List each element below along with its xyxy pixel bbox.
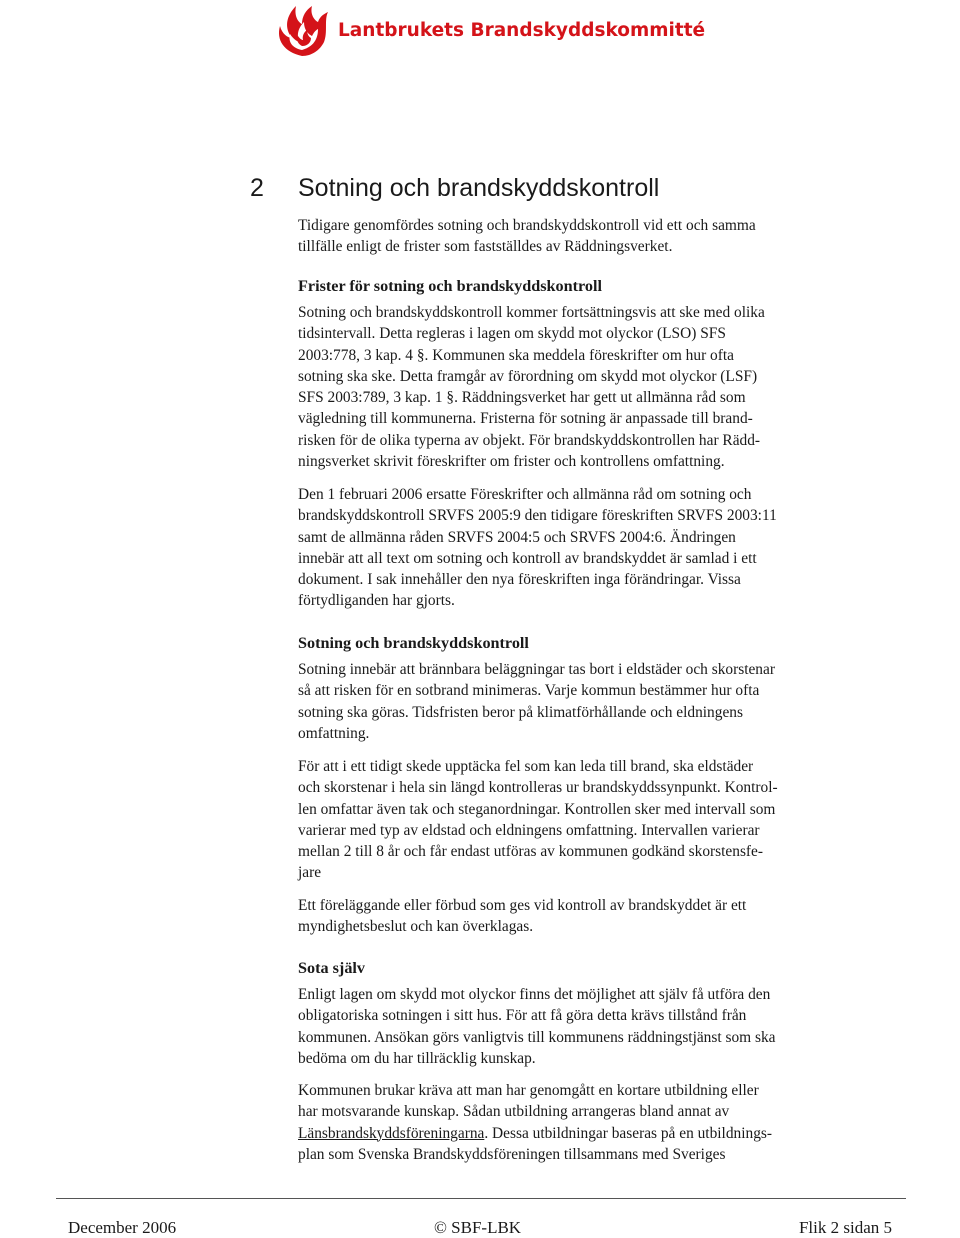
text-line: och skorstenar i hela sin längd kontrolleras ur brandskyddssynpunkt. Kontrol- bbox=[298, 779, 778, 797]
section-frister-paragraph-1 bbox=[298, 302, 858, 472]
flame-logo-icon bbox=[272, 2, 332, 58]
text-line: tillfälle enligt de frister som fastställdes av Räddningsverket. bbox=[298, 238, 673, 256]
section-heading-frister: Frister för sotning och brandskyddskontroll bbox=[298, 277, 603, 295]
text-line: myndighetsbeslut och kan överklagas. bbox=[298, 918, 534, 936]
chapter-heading bbox=[250, 174, 659, 203]
text-line: tidsintervall. Detta regleras i lagen om skydd mot olyckor (LSO) SFS bbox=[298, 325, 726, 343]
text-line: Kommunen brukar kräva att man har genomgått en kortare utbildning eller bbox=[298, 1082, 759, 1099]
text-line: jare bbox=[298, 864, 322, 882]
section-sota-sjalv-paragraph-2 bbox=[298, 1080, 858, 1165]
footer-copyright: © SBF-LBK bbox=[434, 1218, 522, 1237]
text-line: omfattning. bbox=[298, 724, 370, 742]
text-line: obligatoriska sotningen i sitt hus. För att få göra detta krävs tillstånd från bbox=[298, 1007, 747, 1025]
section-sotning-paragraph-3 bbox=[298, 895, 858, 938]
text-line: Tidigare genomfördes sotning och brandskyddskontroll vid ett och samma bbox=[298, 217, 756, 234]
text-line: mellan 2 till 8 år och får endast utföras av kommunen godkänd skorstensfe- bbox=[298, 843, 764, 861]
text-line: För att i ett tidigt skede upptäcka fel som kan leda till brand, ska eldstäder bbox=[298, 758, 754, 775]
chapter-number: 2 bbox=[250, 174, 264, 202]
section-heading-sotning: Sotning och brandskyddskontroll bbox=[298, 634, 529, 652]
text-line: len omfattar även tak och steganordningar. Kontrollen sker med intervall som bbox=[298, 800, 776, 818]
text-line bbox=[298, 1123, 858, 1144]
text-line: vägledning till kommunerna. Fristerna för sotning är anpassade till brand- bbox=[298, 410, 753, 428]
intro-paragraph bbox=[298, 215, 858, 258]
text-line: risken för de olika typerna av objekt. För brandskyddskontrollen har Rädd- bbox=[298, 431, 761, 449]
section-frister-paragraph-2 bbox=[298, 484, 858, 612]
text-line: brandskyddskontroll SRVFS 2005:9 den tidigare föreskriften SRVFS 2003:11 bbox=[298, 507, 777, 525]
section-heading-sota-sjalv: Sota själv bbox=[298, 959, 366, 977]
text-line: SFS 2003:789, 3 kap. 1 §. Räddningsverket har gett ut allmänna råd som bbox=[298, 389, 746, 407]
text-line: bedöma om du har tillräcklig kunskap. bbox=[298, 1049, 536, 1067]
text-line: Ett föreläggande eller förbud som ges vid kontroll av brandskyddet är ett bbox=[298, 897, 747, 914]
text-fragment: . Dessa utbildningar baseras på en utbildnings- bbox=[484, 1124, 773, 1142]
header bbox=[272, 2, 712, 60]
text-line: förtydliganden har gjorts. bbox=[298, 592, 455, 610]
section-sotning-paragraph-1 bbox=[298, 659, 858, 744]
footer-date: December 2006 bbox=[68, 1218, 177, 1237]
footer-divider bbox=[56, 1198, 906, 1199]
text-line: Enligt lagen om skydd mot olyckor finns det möjlighet att själv få utföra den bbox=[298, 986, 771, 1003]
brand-name: Lantbrukets Brandskyddskommitté bbox=[338, 20, 706, 41]
text-line: innebär att all text om sotning och kontroll av brandskyddet är samlad i ett bbox=[298, 549, 757, 567]
section-sota-sjalv-paragraph-1 bbox=[298, 984, 858, 1069]
footer-page-number: Flik 2 sidan 5 bbox=[798, 1218, 892, 1237]
text-line: Den 1 februari 2006 ersatte Föreskrifter och allmänna råd om sotning och bbox=[298, 486, 752, 503]
text-line: plan som Svenska Brandskyddsföreningen tillsammans med Sveriges bbox=[298, 1145, 726, 1163]
text-line: Sotning och brandskyddskontroll kommer fortsättningsvis att ske med olika bbox=[298, 304, 765, 321]
chapter-title: Sotning och brandskyddskontroll bbox=[298, 174, 660, 202]
text-line: så att risken för en sotbrand minimeras. Varje kommun bestämmer hur ofta bbox=[298, 682, 760, 700]
text-line: 2003:778, 3 kap. 4 §. Kommunen ska meddela föreskrifter om hur ofta bbox=[298, 346, 734, 364]
section-sotning-paragraph-2 bbox=[298, 756, 858, 884]
lansbrandskyddsforeningarna-link[interactable]: Länsbrandskyddsföreningarna bbox=[298, 1124, 485, 1142]
text-line: dokument. I sak innehåller den nya föreskriften inga förändringar. Vissa bbox=[298, 571, 741, 589]
text-line: sotning ska göras. Tidsfristen beror på klimatförhållande och eldningens bbox=[298, 703, 743, 721]
text-line: kommunen. Ansökan görs vanligtvis till kommunens räddningstjänst som ska bbox=[298, 1028, 776, 1046]
text-line: samt de allmänna råden SRVFS 2004:5 och SRVFS 2004:6. Ändringen bbox=[298, 528, 736, 546]
text-line: varierar med typ av eldstad och eldningens omfattning. Intervallen varierar bbox=[298, 821, 760, 839]
text-line: sotning ska ske. Detta framgår av förordning om skydd mot olyckor (LSF) bbox=[298, 367, 758, 385]
text-line: ningsverket skrivit föreskrifter om frister och kontrollens omfattning. bbox=[298, 453, 725, 471]
text-line: Sotning innebär att brännbara beläggningar tas bort i eldstäder och skorstenar bbox=[298, 661, 775, 678]
text-line: har motsvarande kunskap. Sådan utbildning arrangeras bland annat av bbox=[298, 1103, 730, 1121]
